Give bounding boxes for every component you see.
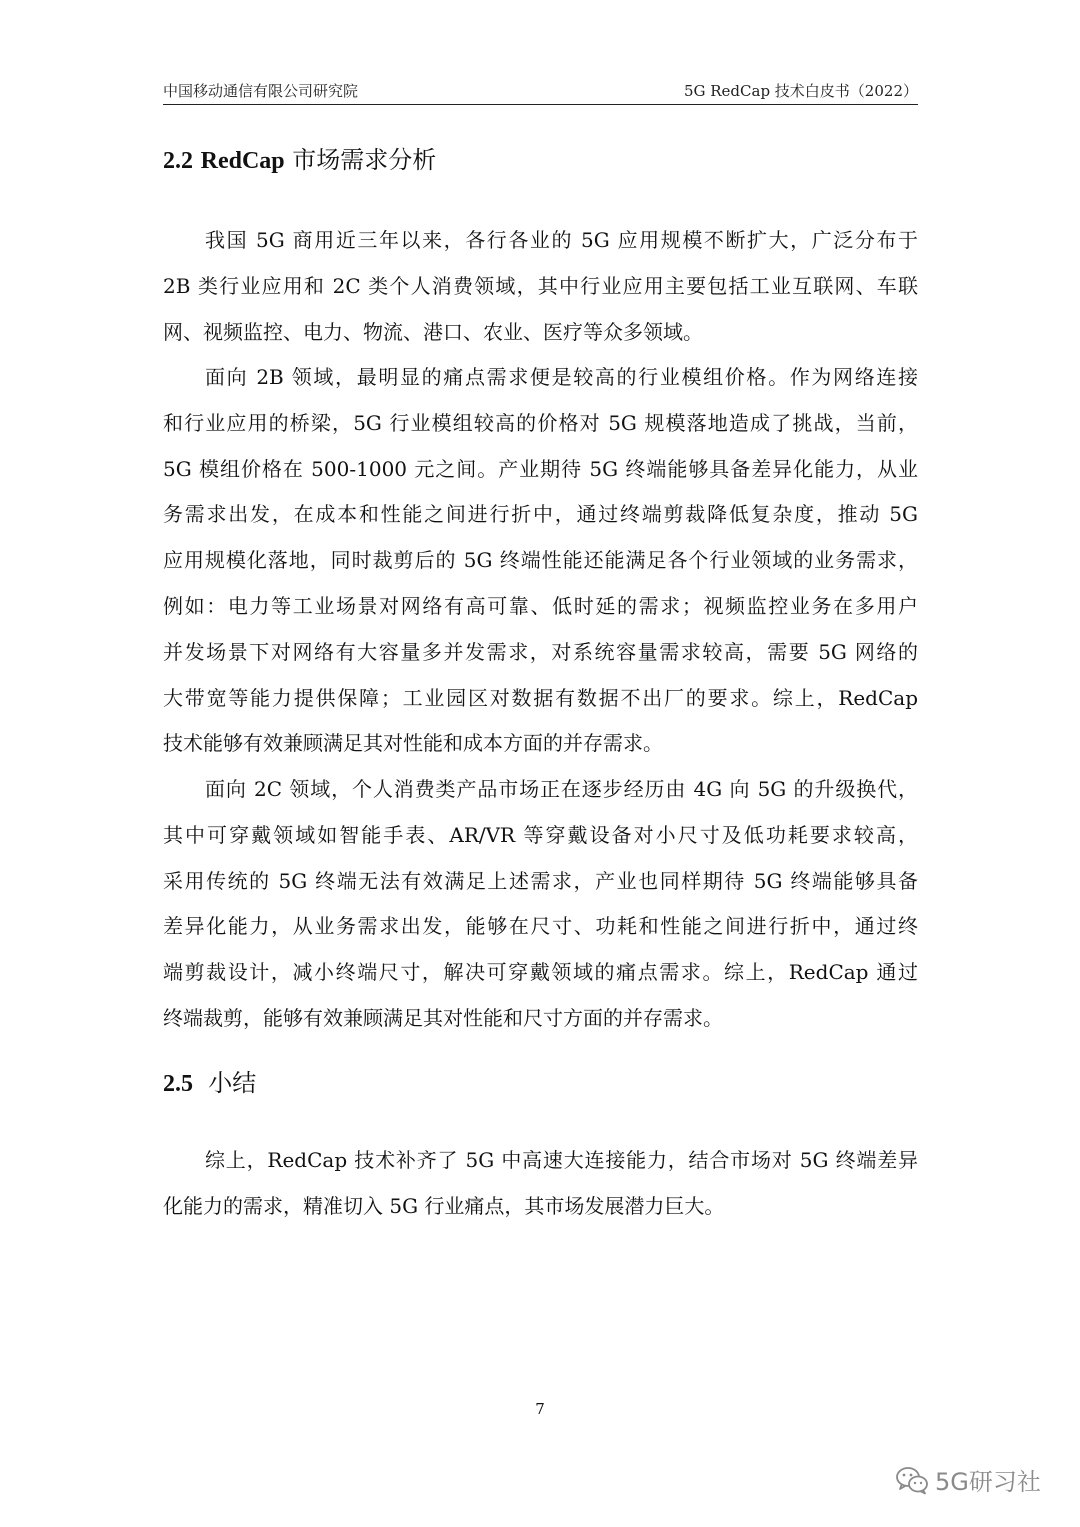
text-line: 采用传统的 5G 终端无法有效满足上述需求，产业也同样期待 5G 终端能够具备 — [163, 868, 918, 893]
text-line: 并发场景下对网络有大容量多并发需求，对系统容量需求较高，需要 5G 网络的 — [163, 639, 918, 664]
text-line: 务需求出发，在成本和性能之间进行折中，通过终端剪裁降低复杂度，推动 5G — [163, 502, 918, 527]
page-number: 7 — [535, 1400, 545, 1418]
text-line: 5G 模组价格在 500-1000 元之间。产业期待 5G 终端能够具备差异化能力，从业 — [163, 456, 918, 481]
text-line: 例如：电力等工业场景对网络有高可靠、低时延的需求；视频监控业务在多用户 — [163, 593, 918, 618]
paragraph-2c — [163, 767, 918, 1042]
text-line: 端剪裁设计，减小终端尺寸，解决可穿戴领域的痛点需求。综上，RedCap 通过 — [163, 960, 918, 985]
watermark-text: 5G研习社 — [935, 1468, 1041, 1496]
text-line: 2B 类行业应用和 2C 类个人消费领域，其中行业应用主要包括工业互联网、车联 — [163, 273, 918, 298]
paragraph-2b — [163, 355, 918, 767]
text-line: 差异化能力，从业务需求出发，能够在尺寸、功耗和性能之间进行折中，通过终 — [163, 914, 918, 939]
text-line: 面向 2B 领域，最明显的痛点需求便是较高的行业模组价格。作为网络连接 — [205, 365, 918, 389]
section-keyword: RedCap — [200, 148, 285, 174]
watermark — [895, 1462, 1041, 1497]
text-line: 化能力的需求，精准切入 5G 行业痛点，其市场发展潜力巨大。 — [163, 1193, 725, 1218]
header-organization: 中国移动通信有限公司研究院 — [163, 82, 359, 100]
text-line: 我国 5G 商用近三年以来，各行各业的 5G 应用规模不断扩大，广泛分布于 — [205, 228, 918, 252]
paragraph-summary — [163, 1138, 918, 1230]
wechat-icon — [895, 1465, 929, 1495]
text-line: 网、视频监控、电力、物流、港口、农业、医疗等众多领域。 — [163, 319, 703, 344]
text-line: 面向 2C 领域，个人消费类产品市场正在逐步经历由 4G 向 5G 的升级换代， — [205, 777, 918, 801]
text-line: 应用规模化落地，同时裁剪后的 5G 终端性能还能满足各个行业领域的业务需求， — [163, 548, 918, 573]
section-title-summary — [163, 1063, 256, 1098]
section-title-text: 小结 — [208, 1069, 257, 1097]
text-line: 终端裁剪，能够有效兼顾满足其对性能和尺寸方面的并存需求。 — [163, 1005, 723, 1030]
text-line: 大带宽等能力提供保障；工业园区对数据有数据不出厂的要求。综上，RedCap — [163, 685, 918, 710]
text-line: 和行业应用的桥梁，5G 行业模组较高的价格对 5G 规模落地造成了挑战，当前， — [163, 410, 918, 435]
section-title-text: 市场需求分析 — [292, 146, 437, 174]
text-line: 其中可穿戴领域如智能手表、AR/VR 等穿戴设备对小尺寸及低功耗要求较高， — [163, 822, 918, 847]
section-number: 2.5 — [163, 1071, 193, 1097]
section-title-market-analysis — [163, 140, 436, 175]
header-document-title: 5G RedCap 技术白皮书（2022） — [683, 82, 918, 100]
paragraph-intro — [163, 218, 918, 355]
section-number: 2.2 — [163, 148, 193, 174]
text-line: 技术能够有效兼顾满足其对性能和成本方面的并存需求。 — [163, 731, 663, 756]
page-header — [163, 78, 918, 105]
text-line: 综上，RedCap 技术补齐了 5G 中高速大连接能力，结合市场对 5G 终端差异 — [205, 1148, 918, 1172]
